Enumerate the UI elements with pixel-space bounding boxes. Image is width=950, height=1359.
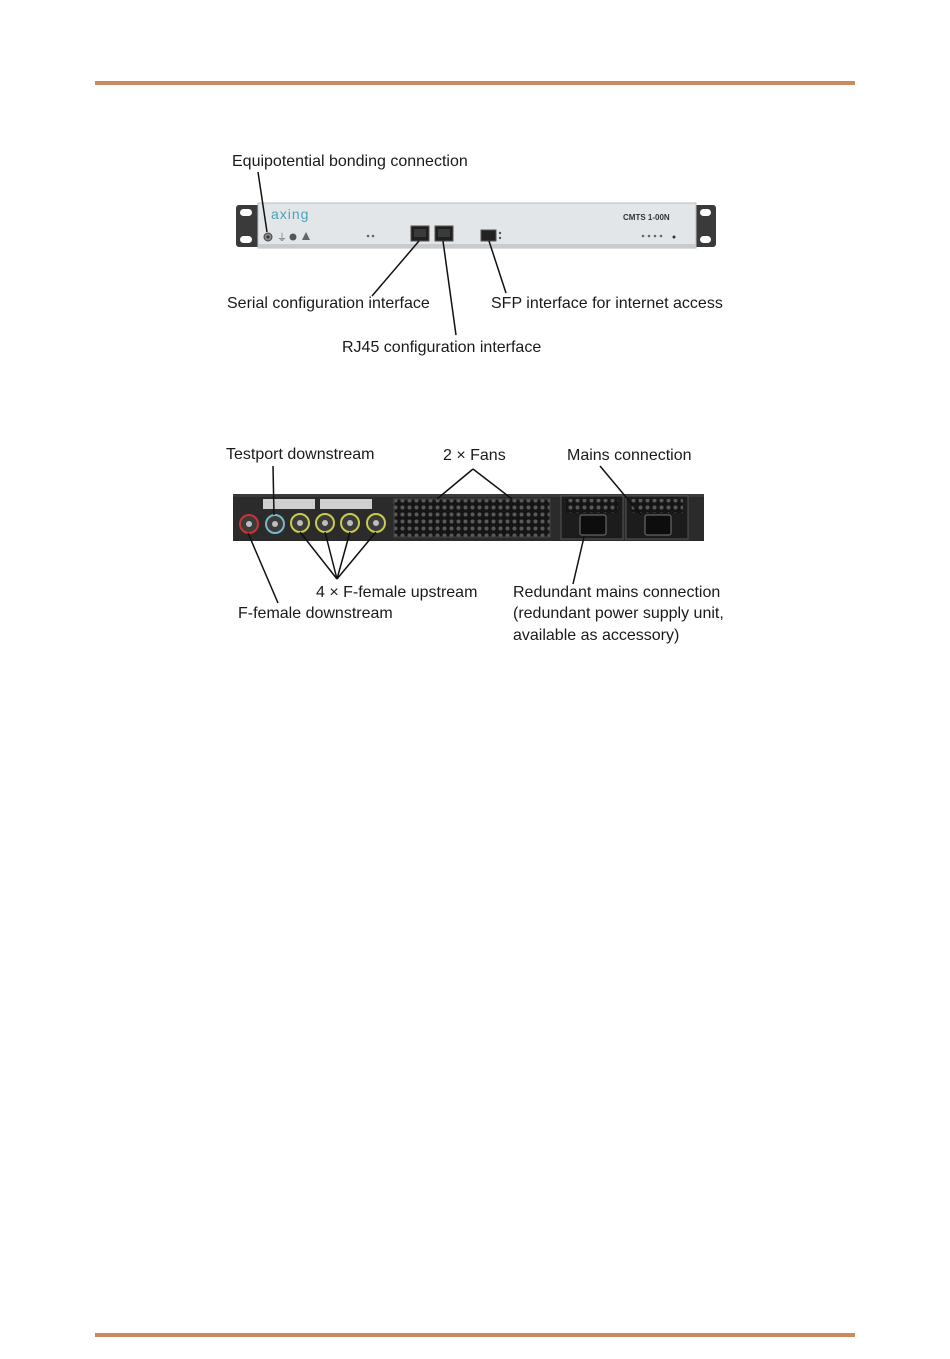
callout-redundant-line3: available as accessory)	[513, 627, 680, 644]
line-redundant	[573, 537, 584, 584]
callout-mains: Mains connection	[567, 447, 692, 464]
upstream-connector-4	[367, 514, 385, 532]
callout-rj45: RJ45 configuration interface	[342, 339, 542, 356]
callout-testport: Testport downstream	[226, 446, 375, 463]
callout-equipotential: Equipotential bonding connection	[232, 153, 468, 170]
front-model: CMTS 1-00N	[623, 213, 670, 222]
upstream-connector-1	[291, 514, 309, 532]
line-downstream	[248, 533, 278, 603]
callout-redundant-line1: Redundant mains connection	[513, 584, 721, 601]
bottom-rule	[95, 1333, 855, 1337]
upstream-connector-2	[316, 514, 334, 532]
upstream-connector-3	[341, 514, 359, 532]
callout-serial: Serial configuration interface	[227, 295, 430, 312]
callout-downstream: F-female downstream	[238, 605, 393, 622]
testport-connector	[266, 515, 284, 533]
callout-upstream: 4 × F-female upstream	[316, 584, 478, 601]
line-testport	[273, 466, 274, 515]
fan-grille	[394, 499, 550, 537]
callout-redundant-line2: (redundant power supply unit,	[513, 605, 724, 622]
callout-fans: 2 × Fans	[443, 447, 506, 464]
callout-sfp: SFP interface for internet access	[491, 295, 723, 312]
f-female-downstream-connector	[240, 515, 258, 533]
front-brand: axing	[271, 206, 310, 222]
svg-text:⏚: ⏚	[277, 233, 287, 244]
